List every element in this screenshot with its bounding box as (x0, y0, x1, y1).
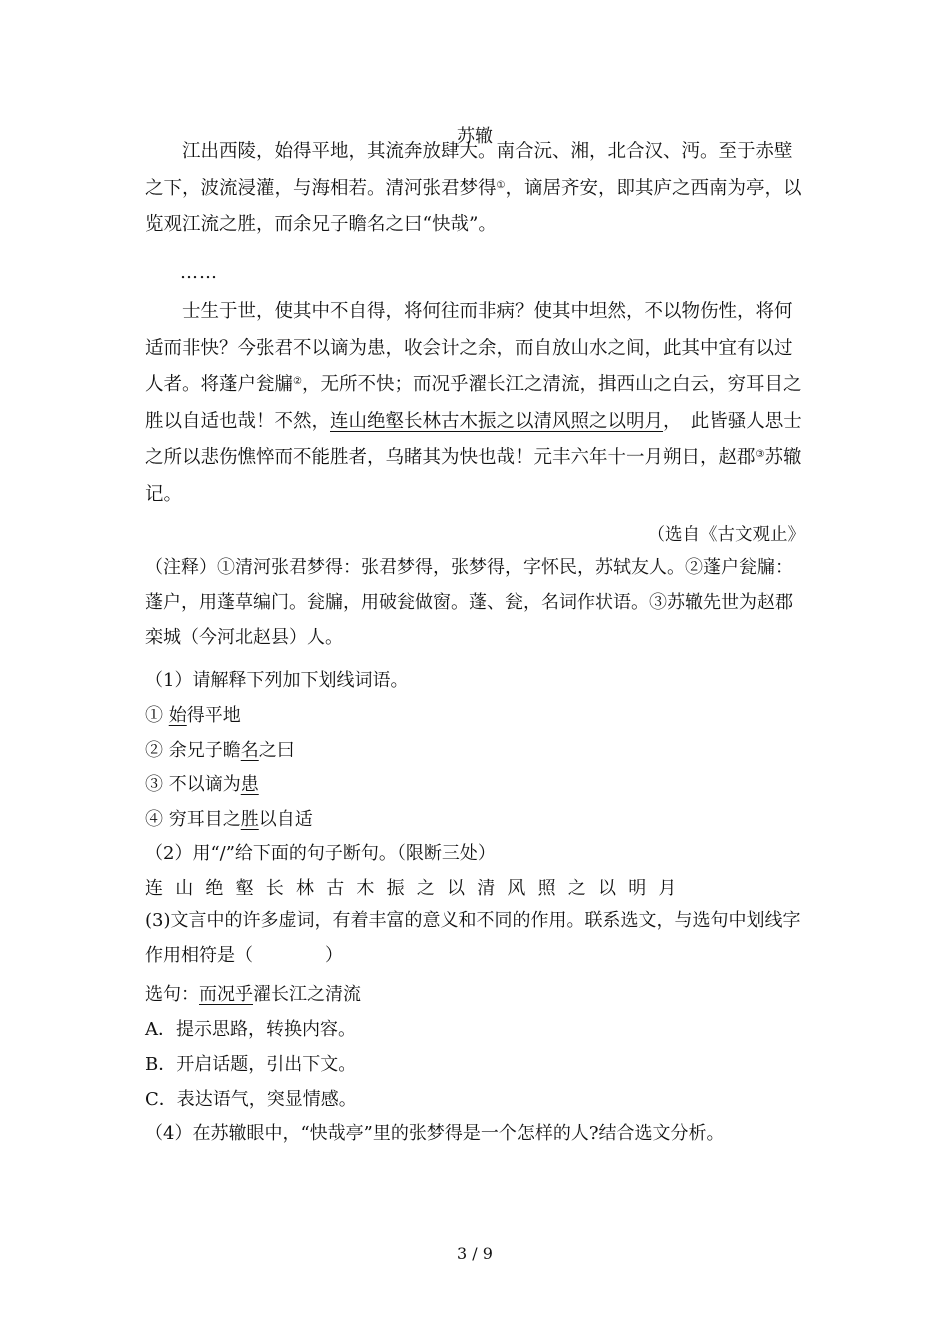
question-2-sentence: 连山绝壑长林古木振之以清风照之以明月 (145, 878, 689, 899)
underlined-sentence: 连山绝壑长林古木振之以清风照之以明月 (330, 410, 664, 432)
underlined-word: 胜 (240, 809, 259, 830)
option-c: C．表达语气，突显情感。 (145, 1089, 357, 1110)
annotation-notes: （注释）①清河张君梦得：张君梦得，张梦得，字怀民，苏轼友人。②蓬户瓮牖：蓬户，用蓬草编门。瓮牖，用破瓮做窗。蓬、瓮，名词作状语。③苏辙先世为赵郡栾城（今河北赵县）人。 (145, 557, 793, 648)
author-heading: 苏辙 (457, 126, 493, 147)
underlined-word: 名 (240, 740, 259, 761)
footnote-marker: ① (496, 179, 506, 191)
footnote-marker: ③ (755, 449, 765, 460)
ellipsis: …… (180, 262, 218, 283)
question-1-item: ④ 穷耳目之胜以自适 (145, 809, 313, 830)
footnote-marker: ② (293, 376, 302, 387)
question-4-prompt: （4）在苏辙眼中，“快哉亭”里的张梦得是一个怎样的人?结合选文分析。 (145, 1123, 725, 1144)
option-a: A．提示思路，转换内容。 (145, 1019, 356, 1040)
passage-text: 苏辙记。 (145, 447, 802, 505)
passage-text: 士生于世，使其中不自得，将何往而非病？使其中坦然，不以物伤性，将何适而非快？今张君不以谪为患，收会计之余，而自放山水之间，此其中宜有以过人者。将蓬户瓮牖 (145, 301, 793, 395)
question-3-prompt: (3)文言中的许多虚词，有着丰富的意义和不同的作用。联系选文，与选句中划线字作用相符是（ ） (145, 910, 801, 966)
question-1-item: ① 始得平地 (145, 705, 241, 726)
question-2-prompt: （2）用“/”给下面的句子断句。（限断三处） (145, 843, 496, 864)
underlined-word: 而况乎 (199, 984, 253, 1005)
passage-paragraph-1 (145, 134, 810, 244)
passage-paragraph-2 (145, 294, 810, 513)
passage-text: ，无所不快；而况乎濯长江之清流，揖西山之白云，穷耳目之胜以自适也哉！不然， (145, 374, 802, 432)
underlined-word: 始 (168, 705, 187, 726)
question-1-item: ② 余兄子瞻名之曰 (145, 740, 295, 761)
passage-text: ，谪居齐安，即其庐之西南为亭，以览观江流之胜，而余兄子瞻名之曰“快哉”。 (145, 177, 802, 235)
option-b: B．开启话题，引出下文。 (145, 1054, 357, 1075)
question-3-selected-sentence: 选句：而况乎濯长江之清流 (145, 984, 361, 1005)
question-1-item: ③ 不以谪为患 (145, 774, 259, 795)
passage-text: 江出西陵，始得平地，其流奔放肆大。南合沅、湘，北合汉、沔。至于赤壁之下，波流浸灌，与海相若。清河张君梦得 (145, 141, 793, 199)
page-number: 3 / 9 (457, 1244, 493, 1263)
source-citation: （选自《古文观止》 (647, 525, 805, 545)
passage-text: ， 此皆骚人思士之所以悲伤憔悴而不能胜者，乌睹其为快也哉！元丰六年十一月朔日，赵郡 (145, 410, 802, 468)
question-1-prompt: （1）请解释下列加下划线词语。 (145, 670, 409, 691)
underlined-word: 患 (240, 774, 259, 795)
